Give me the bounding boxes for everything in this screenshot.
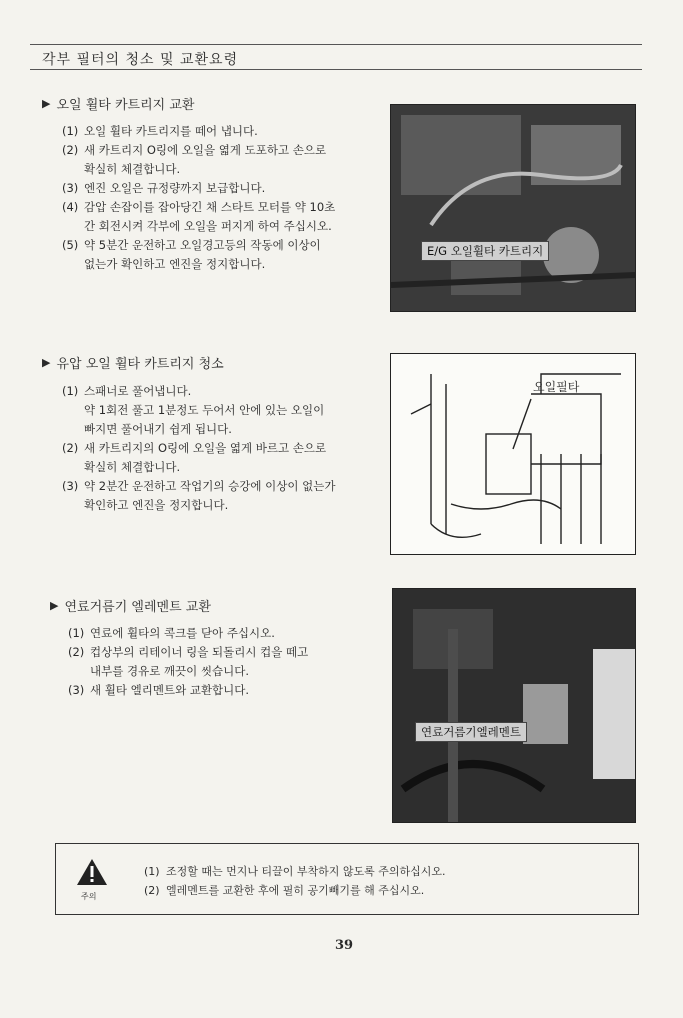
- step-item: (1) 스패너로 풀어냅니다. 약 1회전 풀고 1분정도 두어서 안에 있는 오일이 빠지면 풀어내기 쉽게 됩니다.: [62, 384, 325, 436]
- bullet-triangle-icon: ▶: [42, 356, 51, 369]
- hydraulic-filter-diagram: [390, 353, 636, 555]
- hydraulic-filter-line-drawing: [391, 354, 635, 554]
- section-title-text: 오일 휠타 카트리지 교환: [56, 98, 195, 113]
- fuel-filter-steps: [68, 624, 368, 700]
- page-header-title: 각부 필터의 청소 및 교환요령: [42, 52, 239, 68]
- header-top-rule: [30, 44, 642, 45]
- section-title-text: 연료거름기 엘레멘트 교환: [64, 600, 211, 615]
- step-item: (3) 새 휠타 엘리멘트와 교환합니다.: [68, 683, 250, 697]
- bullet-triangle-icon: ▶: [42, 97, 51, 110]
- step-item: (4) 감압 손잡이를 잡아당긴 채 스타트 모터를 약 10초 간 회전시켜 각부에 오일을 퍼지게 하여 주십시오.: [62, 200, 336, 233]
- section-title-text: 유압 오일 휠타 카트리지 청소: [56, 357, 224, 372]
- section-title-oil-filter: [42, 94, 194, 113]
- step-item: (1) 오일 휠타 카트리지를 떼어 냅니다.: [62, 124, 258, 138]
- caution-item: (2) 엘레멘트를 교환한 후에 필히 공기빼기를 해 주십시오.: [144, 884, 425, 897]
- step-item: (3) 엔진 오일은 규정량까지 보급합니다.: [62, 181, 266, 195]
- engine-oil-filter-label: E/G 오일휠타 카트리지: [421, 241, 549, 261]
- page-number: 39: [335, 938, 354, 953]
- header-bottom-rule: [30, 69, 642, 70]
- step-item: (2) 새 카트리지 O링에 오일을 엷게 도포하고 손으로 확실히 체결합니다.: [62, 143, 327, 176]
- step-item: (1) 연료에 휠타의 콕크를 닫아 주십시오.: [68, 626, 275, 640]
- fuel-filter-photo-drawing: [393, 589, 635, 822]
- oil-filter-steps: [62, 122, 372, 274]
- engine-oil-filter-photo: [390, 104, 636, 312]
- warning-icon: [76, 858, 108, 886]
- step-item: (3) 약 2분간 운전하고 작업기의 승강에 이상이 없는가 확인하고 엔진을 정지합니다.: [62, 479, 336, 512]
- step-item: (2) 컵상부의 리테이너 링을 되돌리시 컵을 떼고 내부를 경유로 깨끗이 씻습니다.: [68, 645, 309, 678]
- engine-photo-drawing: [391, 105, 635, 311]
- caution-label: 주의: [81, 892, 97, 901]
- oil-filter-diagram-label: 오일필타: [533, 380, 580, 394]
- section-title-fuel-filter: [50, 596, 211, 615]
- fuel-filter-label: 연료거름기엘레멘트: [415, 722, 527, 742]
- caution-item: (1) 조정할 때는 먼지나 티끌이 부착하지 않도록 주의하십시오.: [144, 865, 446, 878]
- section-title-hydraulic-filter: [42, 353, 224, 372]
- bullet-triangle-icon: ▶: [50, 599, 59, 612]
- step-item: (2) 새 카트리지의 O링에 오일을 엷게 바르고 손으로 확실히 체결합니다.: [62, 441, 327, 474]
- caution-items: [144, 862, 446, 900]
- step-item: (5) 약 5분간 운전하고 오일경고등의 작동에 이상이 없는가 확인하고 엔진을 정지합니다.: [62, 238, 321, 271]
- hydraulic-filter-steps: [62, 382, 372, 515]
- fuel-filter-photo: [392, 588, 636, 823]
- caution-box: [55, 843, 639, 915]
